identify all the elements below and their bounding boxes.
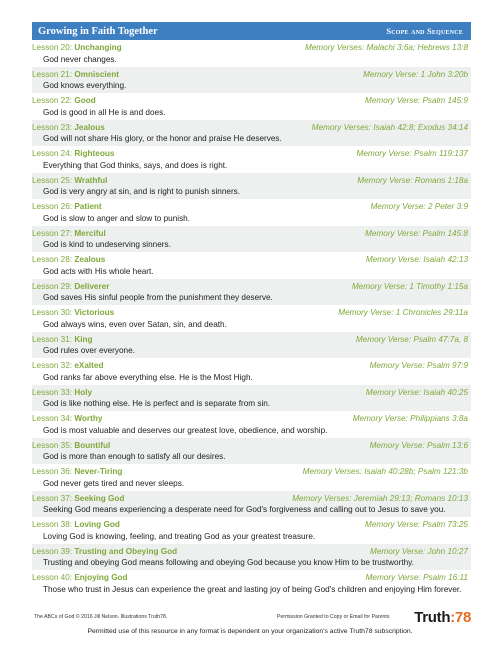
logo-number: :78 [450, 609, 471, 626]
lesson-number: Lesson 35: [32, 440, 75, 450]
memory-verse: Memory Verse: Philippians 3:8a [352, 414, 468, 423]
lesson-name: Omniscient [74, 69, 119, 79]
lesson-name: Jealous [74, 122, 105, 132]
lesson-title [32, 360, 103, 371]
lesson-number: Lesson 38: [32, 520, 75, 529]
memory-verse: Memory Verses: Jeremiah 29:13; Romans 10:13 [292, 493, 468, 503]
lesson-heading [32, 69, 468, 80]
lesson-title [32, 440, 110, 451]
lesson-number: Lesson 37: [32, 493, 75, 503]
lesson-number: Lesson 29: [32, 281, 75, 291]
lesson-description: God is like nothing else. He is perfect and is separate from sin. [43, 399, 271, 408]
lesson-title [32, 175, 107, 186]
lesson-heading [32, 519, 468, 530]
lesson-row [32, 544, 471, 571]
lesson-number: Lesson 23: [32, 122, 75, 132]
lesson-heading [32, 546, 468, 557]
copyright-text: The ABCs of God © 2016 Jill Nelson. Illustrations Truth78. [34, 614, 168, 620]
lesson-description: Trusting and obeying God means following and obeying God because you know Him to be trustworthy. [43, 558, 414, 567]
lesson-heading [32, 466, 468, 477]
lesson-row [32, 411, 471, 438]
lesson-name: Patient [74, 202, 102, 211]
lesson-title [32, 466, 122, 477]
lesson-number: Lesson 33: [32, 387, 75, 397]
lesson-description: Everything that God thinks, says, and does is right. [43, 160, 228, 170]
memory-verse: Memory Verse: Psalm 97:9 [369, 361, 468, 370]
lesson-row [32, 67, 471, 94]
lesson-heading [32, 307, 468, 318]
lesson-title [32, 519, 120, 530]
lesson-title [32, 572, 128, 583]
lesson-name: eXalted [74, 361, 104, 370]
lesson-description: God is slow to anger and slow to punish. [43, 213, 191, 223]
lesson-row [32, 517, 471, 544]
lesson-description: God never gets tired and never sleeps. [43, 478, 185, 488]
lesson-name: Wrathful [74, 175, 108, 185]
page-title: Growing in Faith Together [38, 25, 158, 37]
logo-text: Truth [414, 609, 451, 626]
lesson-description: God is more than enough to satisfy all our desires. [43, 452, 226, 461]
lesson-name: Righteous [74, 149, 115, 158]
lesson-description: God is good in all He is and does. [43, 107, 166, 117]
memory-verse: Memory Verse: Psalm 145:9 [365, 96, 468, 105]
lesson-title [32, 334, 93, 345]
lesson-heading [32, 387, 468, 398]
lesson-heading [32, 493, 468, 504]
lesson-description: God acts with His whole heart. [43, 266, 154, 276]
lesson-title [32, 281, 109, 292]
lesson-description: God is most valuable and deserves our greatest love, obedience, and worship. [43, 425, 328, 435]
lesson-name: Unchanging [74, 43, 122, 52]
lesson-name: Worthy [74, 414, 103, 423]
lesson-number: Lesson 34: [32, 414, 75, 423]
lesson-title [32, 69, 119, 80]
lesson-heading [32, 228, 468, 239]
lesson-row [32, 279, 471, 306]
lesson-name: Zealous [74, 255, 106, 264]
memory-verse: Memory Verse: 1 John 3:20b [363, 69, 468, 79]
memory-verse: Memory Verse: John 10:27 [370, 546, 468, 556]
lesson-description: Seeking God means experiencing a desperate need for God's forgiveness and calling out to Jesus to save you. [43, 505, 446, 514]
lesson-row [32, 226, 471, 253]
memory-verse: Memory Verse: Isaiah 40:25 [365, 387, 468, 397]
memory-verse: Memory Verses: Isaiah 42:8; Exodus 34:14 [311, 122, 468, 132]
truth78-logo [414, 609, 471, 626]
memory-verse: Memory Verses: Malachi 3:6a; Hebrews 13:8 [304, 43, 468, 52]
lesson-description: God rules over everyone. [43, 346, 135, 355]
lesson-name: Loving God [74, 520, 120, 529]
lesson-number: Lesson 25: [32, 175, 75, 185]
lesson-description: God knows everything. [43, 81, 127, 90]
permission-text: Permission Granted to Copy or Email for Parents [277, 614, 390, 620]
lesson-row [32, 491, 471, 518]
lesson-title [32, 122, 105, 133]
memory-verse: Memory Verse: Psalm 73:25 [365, 520, 468, 529]
lesson-row [32, 332, 471, 359]
memory-verse: Memory Verse: 1 Chronicles 29:11a [338, 308, 468, 317]
lesson-description: Those who trust in Jesus can experience the great and lasting joy of being God's children and enjoying Him forever. [43, 584, 462, 594]
memory-verse: Memory Verse: Psalm 16:11 [365, 573, 468, 582]
lesson-heading [32, 42, 468, 53]
lesson-number: Lesson 30: [32, 308, 75, 317]
memory-verse: Memory Verse: Psalm 145:8 [365, 228, 468, 238]
memory-verse: Memory Verse: 1 Timothy 1:15a [351, 281, 468, 291]
lesson-number: Lesson 31: [32, 334, 75, 344]
lesson-row [32, 40, 471, 67]
memory-verse: Memory Verse: Romans 1:18a [357, 175, 468, 185]
lesson-row [32, 358, 471, 385]
lesson-title [32, 387, 92, 398]
lesson-number: Lesson 22: [32, 96, 75, 105]
lesson-name: Trusting and Obeying God [74, 546, 178, 556]
lesson-row [32, 120, 471, 147]
lesson-row [32, 252, 471, 279]
lesson-name: King [74, 334, 93, 344]
lesson-heading [32, 334, 468, 345]
lesson-name: Good [74, 96, 96, 105]
lesson-name: Holy [74, 387, 93, 397]
lesson-heading [32, 201, 468, 212]
lesson-title [32, 413, 102, 424]
lesson-name: Deliverer [74, 281, 110, 291]
lesson-number: Lesson 21: [32, 69, 75, 79]
lesson-heading [32, 254, 468, 265]
lesson-description: God never changes. [43, 54, 117, 64]
page-header [32, 22, 471, 40]
lesson-title [32, 95, 96, 106]
subscription-notice: Permitted use of this resource in any format is dependent on your organization's active Truth78 subscription. [87, 628, 413, 635]
lesson-title [32, 201, 102, 212]
lesson-description: Loving God is knowing, feeling, and treating God as your greatest treasure. [43, 531, 316, 541]
section-title: Scope and Sequence [386, 26, 463, 36]
lesson-number: Lesson 20: [32, 43, 75, 52]
lesson-list [32, 40, 471, 597]
lesson-number: Lesson 27: [32, 228, 75, 238]
lesson-heading [32, 175, 468, 186]
lesson-row [32, 570, 471, 597]
lesson-name: Seeking God [74, 493, 125, 503]
lesson-title [32, 42, 122, 53]
lesson-heading [32, 360, 468, 371]
lesson-name: Never-Tiring [74, 467, 123, 476]
lesson-number: Lesson 36: [32, 467, 75, 476]
lesson-row [32, 146, 471, 173]
lesson-row [32, 93, 471, 120]
footer [32, 609, 471, 626]
lesson-name: Merciful [74, 228, 106, 238]
lesson-title [32, 307, 114, 318]
lesson-heading [32, 440, 468, 451]
lesson-heading [32, 413, 468, 424]
lesson-name: Victorious [74, 308, 115, 317]
memory-verse: Memory Verse: Psalm 119:137 [356, 149, 468, 158]
lesson-heading [32, 95, 468, 106]
memory-verse: Memory Verse: Isaiah 42:13 [365, 255, 468, 264]
lesson-description: God is very angry at sin, and is right to punish sinners. [43, 187, 241, 196]
lesson-title [32, 493, 124, 504]
lesson-row [32, 199, 471, 226]
lesson-title [32, 546, 177, 557]
lesson-description: God is kind to undeserving sinners. [43, 240, 171, 249]
lesson-number: Lesson 39: [32, 546, 75, 556]
lesson-number: Lesson 28: [32, 255, 75, 264]
lesson-heading [32, 122, 468, 133]
lesson-name: Bountiful [74, 440, 111, 450]
memory-verse: Memory Verse: 2 Peter 3:9 [370, 202, 468, 211]
lesson-number: Lesson 40: [32, 573, 75, 582]
lesson-row [32, 464, 471, 491]
lesson-row [32, 173, 471, 200]
memory-verse: Memory Verses: Isaiah 40:28b; Psalm 121:3b [302, 467, 468, 476]
lesson-row [32, 438, 471, 465]
lesson-heading [32, 281, 468, 292]
lesson-title [32, 228, 106, 239]
memory-verse: Memory Verse: Psalm 13:6 [369, 440, 468, 450]
lesson-heading [32, 148, 468, 159]
lesson-description: God ranks far above everything else. He is the Most High. [43, 372, 253, 382]
memory-verse: Memory Verse: Psalm 47:7a, 8 [355, 334, 468, 344]
lesson-heading [32, 572, 468, 583]
lesson-description: God saves His sinful people from the punishment they deserve. [43, 293, 273, 302]
lesson-title [32, 148, 114, 159]
lesson-name: Enjoying God [74, 573, 128, 582]
lesson-row [32, 385, 471, 412]
lesson-row [32, 305, 471, 332]
lesson-number: Lesson 24: [32, 149, 75, 158]
lesson-number: Lesson 32: [32, 361, 75, 370]
lesson-title [32, 254, 105, 265]
lesson-description: God always wins, even over Satan, sin, and death. [43, 319, 227, 329]
lesson-number: Lesson 26: [32, 202, 75, 211]
lesson-description: God will not share His glory, or the honor and praise He deserves. [43, 134, 282, 143]
